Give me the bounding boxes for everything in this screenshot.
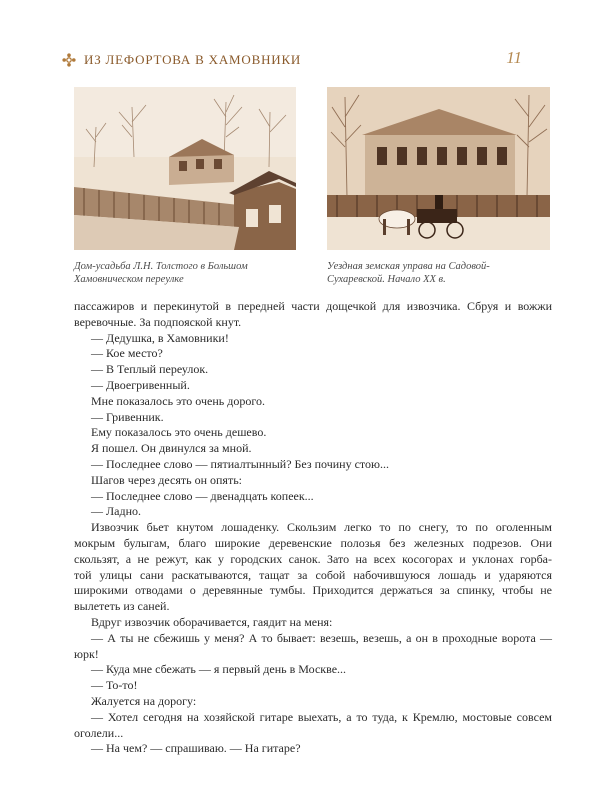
text-line: Вдруг извозчик оборачивается, гаядит на меня: — [91, 614, 333, 629]
chapter-title: ИЗ ЛЕФОРТОВА В ХАМОВНИКИ — [84, 52, 302, 67]
text-line: скользят, а не режут, как у городских санок. Зато на всех косогорах и уклонах горба- — [74, 551, 552, 566]
text-line: широкими отводами о деревянные тумбы. Приходится держаться за спинку, чтобы не — [74, 583, 552, 598]
photo-caption — [74, 260, 299, 286]
text-line: — А ты не сбежишь у меня? А то бывает: везешь, везешь, а он в проходные ворота — — [91, 630, 552, 645]
text-line: юрк! — [74, 646, 99, 661]
text-line: — Хотел сегодня на хозяйской гитаре выехать, а то туда, к Кремлю, мостовые совсем — [91, 709, 552, 724]
text-line: Извозчик бьет кнутом лошаденку. Скользим легко то по снегу, то по оголенным — [91, 520, 552, 535]
text-line: той улицы сани раскатываются, тащат за собой набочившуюся лошадь и ударяются — [74, 567, 552, 582]
text-line: — Дедушка, в Хамовники! — [91, 330, 229, 345]
text-line: веревочные. За подпояской кнут. — [74, 314, 242, 329]
text-line: Я пошел. Он двинулся за мной. — [91, 441, 252, 456]
text-line: — Куда мне сбежать — я первый день в Москве... — [91, 662, 347, 677]
running-header — [62, 50, 522, 72]
caption-line: Уездная земская управа на Садовой- — [327, 261, 490, 272]
text-line: мокрым булыгам, благо широкие деревенские полозья без железных подрезов. Они — [74, 535, 552, 550]
caption-line: Хамовническом переулке — [74, 274, 184, 285]
text-line: — То-то! — [91, 678, 138, 693]
text-line: — В Теплый переулок. — [91, 362, 209, 377]
caption-line: Дом-усадьба Л.Н. Толстого в Большом — [74, 261, 248, 272]
text-line: Жалуется на дорогу: — [91, 693, 197, 708]
text-line: — Последнее слово — пятиалтынный? Без почину стою... — [91, 456, 389, 471]
text-line: — Кое место? — [91, 346, 163, 361]
body-text — [74, 299, 552, 757]
tolstoy-house-photo — [74, 87, 296, 250]
page-number: 11 — [506, 48, 522, 67]
caption-line: Сухаревской. Начало XX в. — [327, 274, 446, 285]
text-line: — Гривенник. — [91, 409, 164, 424]
text-line: — Последнее слово — двенадцать копеек... — [91, 488, 314, 503]
text-line: оголели... — [74, 725, 124, 740]
text-line: — На чем? — спрашиваю. — На гитаре? — [91, 741, 301, 756]
zemstvo-building-photo — [327, 87, 550, 250]
text-line: Мне показалось это очень дорого. — [91, 393, 265, 408]
photo-caption — [327, 260, 552, 286]
celtic-cross-ornament-icon — [62, 53, 76, 67]
text-line: вылететь из саней. — [74, 599, 170, 614]
text-line: Шагов через десять он опять: — [91, 472, 243, 487]
text-line: Ему показалось это очень дешево. — [91, 425, 267, 440]
text-line: пассажиров и перекинутой в передней части дощечкой для извозчика. Сбруя и вожжи — [74, 299, 552, 313]
text-line: — Ладно. — [91, 504, 141, 519]
text-line: — Двоегривенный. — [91, 377, 190, 392]
